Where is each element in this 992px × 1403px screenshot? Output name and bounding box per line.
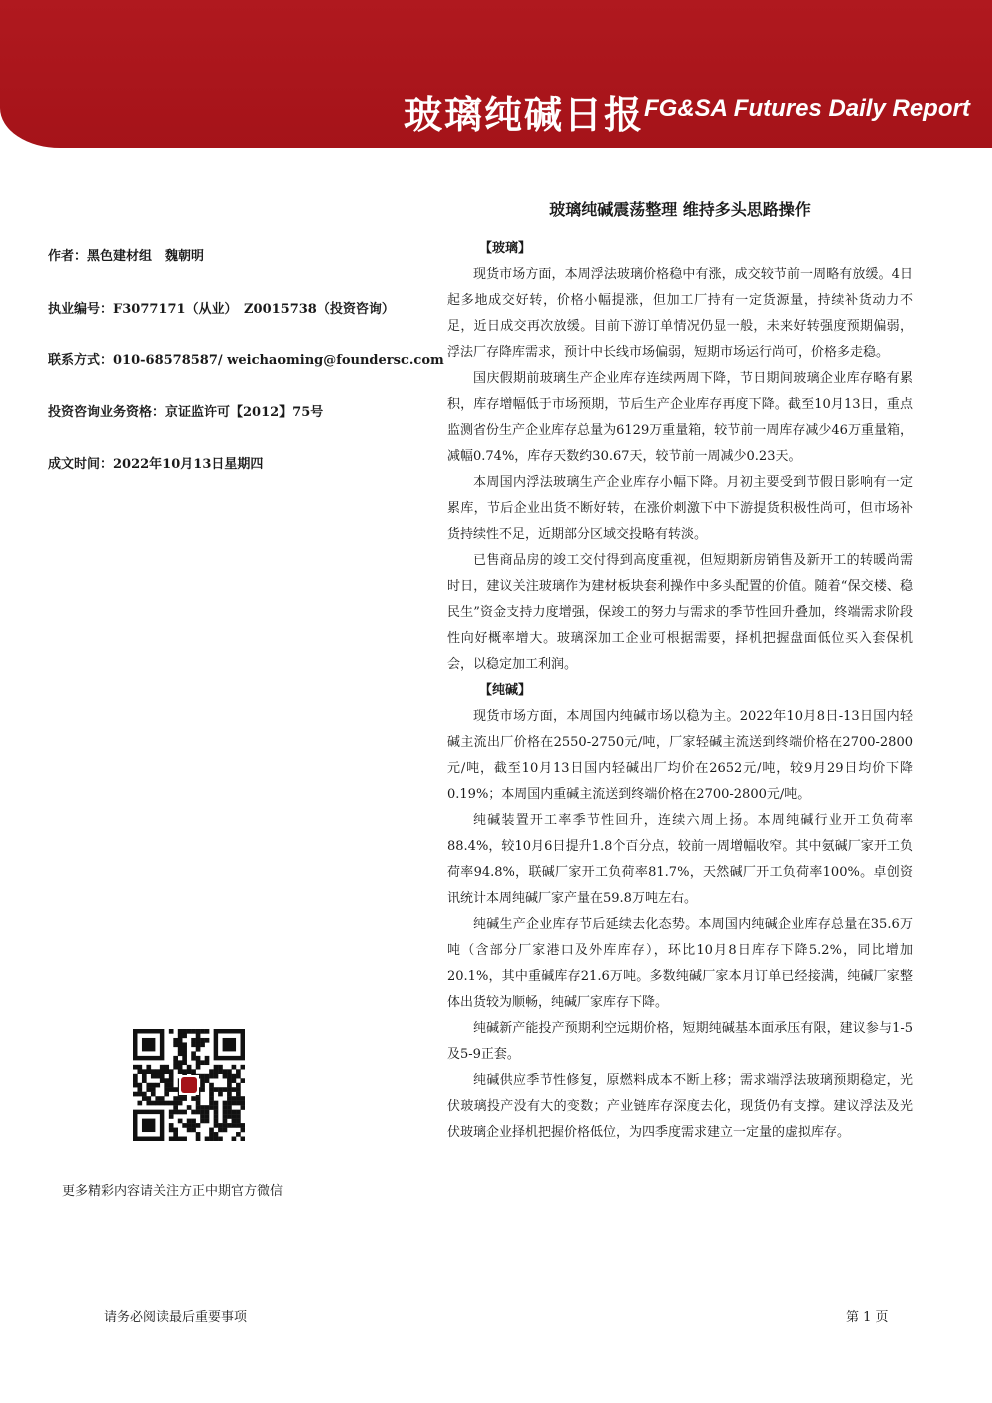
footer-notice: 请务必阅读最后重要事项 [104, 1310, 248, 1325]
report-series-title-en: FG&SA Futures Daily Report [644, 95, 970, 122]
paragraph: 纯碱装置开工率季节性回升，连续六周上扬。本周纯碱行业开工负荷率88.4%，较10月6日提升1.8个百分点，较前一周增幅收窄。其中氨碱厂家开工负荷率94.8%，联碱厂家开工负荷率81.7%，天然碱厂开工负荷率100%。卓创资讯统计本周纯碱厂家产量在59.8万吨左右。 [447, 813, 913, 906]
report-title: 玻璃纯碱震荡整理 维持多头思路操作 [549, 200, 811, 219]
paragraph: 已售商品房的竣工交付得到高度重视，但短期新房销售及新开工的转暖尚需时日，建议关注玻璃作为建材板块套利操作中多头配置的价值。随着“保交楼、稳民生”资金支持力度增强，保竣工的努力与需求的季节性回升叠加，终端需求阶段性向好概率增大。玻璃深加工企业可根据需要，择机把握盘面低位买入套保机会，以稳定加工利润。 [447, 553, 913, 672]
paragraph: 国庆假期前玻璃生产企业库存连续两周下降，节日期间玻璃企业库存略有累积，库存增幅低于市场预期，节后生产企业库存再度下降。截至10月13日，重点监测省份生产企业库存总量为6129万重量箱，较节前一周库存减少46万重量箱，减幅0.74%，库存天数约30.67天，较节前一周减少0.23天。 [447, 371, 913, 464]
paragraph: 现货市场方面，本周浮法玻璃价格稳中有涨，成交较节前一周略有放缓。4日起多地成交好转，价格小幅提涨，但加工厂持有一定货源量，持续补货动力不足，近日成交再次放缓。目前下游订单情况仍显一般，未来好转强度预期偏弱，浮法厂存降库需求，预计中长线市场偏弱，短期市场运行尚可，价格多走稳。 [447, 267, 913, 360]
section-heading-glass: 【玻璃】 [479, 241, 532, 256]
paragraph: 纯碱生产企业库存节后延续去化态势。本周国内纯碱企业库存总量在35.6万吨（含部分厂家港口及外库库存），环比10月8日库存下降5.2%，同比增加20.1%，其中重碱库存21.6万吨。多数纯碱厂家本月订单已经接满，纯碱厂家整体出货较为顺畅，纯碱厂家库存下降。 [447, 917, 913, 1010]
paragraph: 本周国内浮法玻璃生产企业库存小幅下降。月初主要受到节假日影响有一定累库，节后企业出货不断好转，在涨价刺激下中下游提货积极性尚可，但市场补货持续性不足，近期部分区域交投略有转淡。 [447, 475, 913, 542]
paragraph: 纯碱新产能投产预期利空远期价格，短期纯碱基本面承压有限，建议参与1-5及5-9正套。 [447, 1021, 913, 1062]
contact-line: 联系方式：010-68578587/ weichaoming@foundersc.com [48, 353, 444, 368]
paragraph: 现货市场方面，本周国内纯碱市场以稳为主。2022年10月8日-13日国内轻碱主流出厂价格在2550-2750元/吨，厂家轻碱主流送到终端价格在2700-2800元/吨，截至10月13日国内轻碱出厂均价在2652元/吨，较9月29日均价下降0.19%；本周国内重碱主流送到终端价格在2700-2800元/吨。 [447, 709, 913, 802]
author-line: 作者：黑色建材组 魏朝明 [48, 249, 205, 264]
paragraph: 纯碱供应季节性修复，原燃料成本不断上移；需求端浮法玻璃预期稳定，光伏玻璃投产没有大的变数；产业链库存深度去化，现货仍有支撑。建议浮法及光伏玻璃企业择机把握价格低位，为四季度需求建立一定量的虚拟库存。 [447, 1073, 913, 1140]
qr-caption: 更多精彩内容请关注方正中期官方微信 [62, 1184, 284, 1199]
page-number: 第 1 页 [846, 1310, 889, 1325]
header-banner [0, 0, 992, 148]
license-line: 执业编号：F3077171（从业） Z0015738（投资咨询） [48, 302, 395, 317]
date-line: 成文时间：2022年10月13日星期四 [48, 457, 264, 472]
qualification-line: 投资咨询业务资格：京证监许可【2012】75号 [48, 405, 324, 420]
qr-code-icon [133, 1029, 245, 1141]
report-series-title: 玻璃纯碱日报 [404, 93, 645, 137]
section-heading-soda: 【纯碱】 [479, 683, 532, 698]
report-body [447, 236, 913, 1146]
